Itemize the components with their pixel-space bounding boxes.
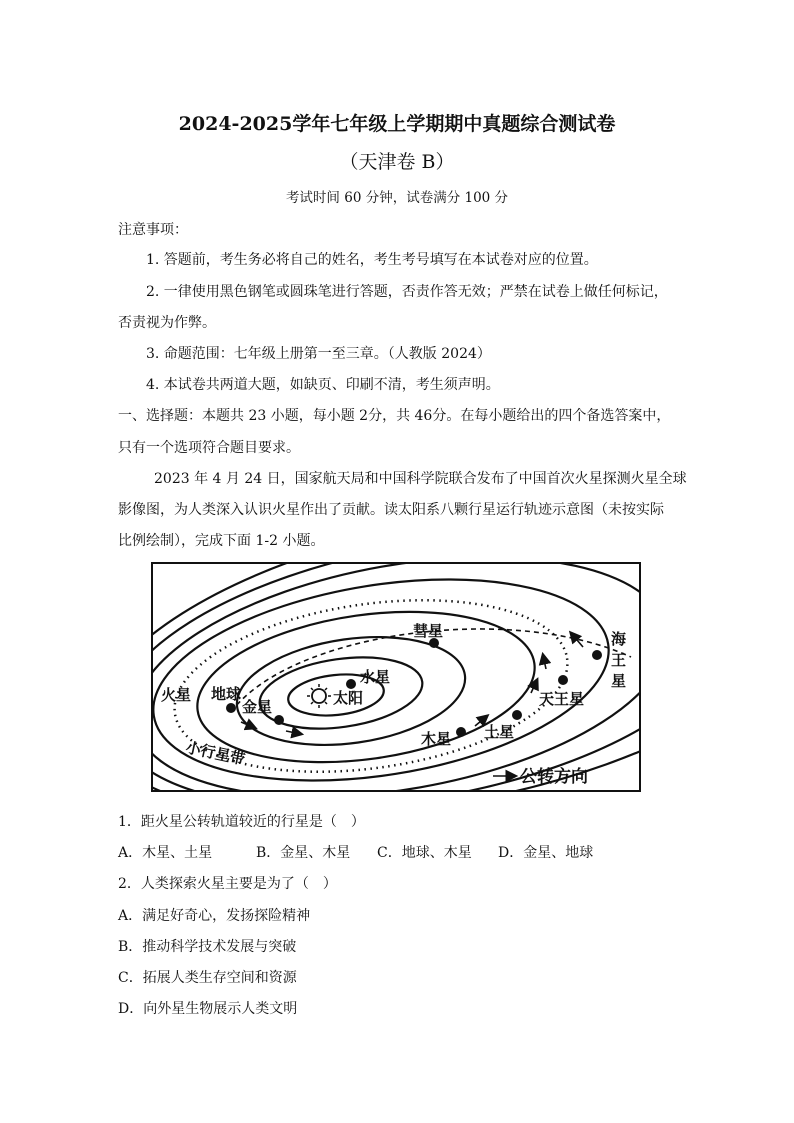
solar-system-diagram: [151, 562, 641, 792]
mercury-label: 水星: [360, 668, 391, 686]
question-1-option-d[interactable]: D．金星、地球: [498, 845, 594, 861]
note-item-1: 1. 答题前，考生务必将自己的姓名，考生考号填写在本试卷对应的位置。: [146, 252, 598, 268]
page-subtitle: （天津卷 B）: [339, 151, 455, 173]
jupiter-label: 木星: [421, 730, 452, 748]
uranus-dot: [558, 675, 568, 685]
question-1-stem: 1．距火星公转轨道较近的行星是（ ）: [118, 814, 365, 830]
saturn-label: 土星: [484, 723, 515, 741]
neptune-label-2: 王: [611, 651, 627, 669]
venus-label: 金星: [242, 698, 273, 716]
passage-line-1: 2023 年 4 月 24 日，国家航天局和中国科学院联合发布了中国首次火星探测火星全球: [154, 471, 687, 487]
section-heading-cont: 只有一个选项符合题目要求。: [118, 440, 300, 456]
passage-line-3: 比例绘制），完成下面 1-2 小题。: [118, 533, 325, 549]
mercury-dot: [346, 679, 356, 689]
neptune-label-3: 星: [611, 672, 627, 690]
comet-label: 彗星: [413, 622, 444, 640]
note-item-3: 3. 命题范围：七年级上册第一至三章。（人教版 2024）: [146, 346, 491, 362]
note-item-2: 2. 一律使用黑色钢笔或圆珠笔进行答题，否责作答无效；严禁在试卷上做任何标记，: [146, 284, 668, 300]
question-2-option-b[interactable]: B．推动科学技术发展与突破: [118, 939, 297, 955]
question-2-stem: 2．人类探索火星主要是为了（ ）: [118, 876, 337, 892]
exam-info: 考试时间 60 分钟，试卷满分 100 分: [285, 190, 509, 206]
earth-label: 地球: [211, 685, 242, 703]
mars-label: 火星: [161, 686, 192, 704]
sun-label: 太阳: [333, 689, 364, 707]
legend-label: 公转方向: [520, 767, 588, 787]
question-2-option-a[interactable]: A．满足好奇心，发扬探险精神: [118, 908, 311, 924]
question-1-option-c[interactable]: C．地球、木星: [377, 845, 472, 861]
note-item-4: 4. 本试卷共两道大题，如缺页、印刷不清，考生须声明。: [146, 377, 500, 393]
question-2-option-d[interactable]: D．向外星生物展示人类文明: [118, 1001, 298, 1017]
note-item-2-cont: 否责视为作弊。: [118, 315, 216, 331]
section-heading: 一、选择题：本题共 23 小题，每小题 2分，共 46分。在每小题给出的四个备选答案中，: [118, 408, 671, 424]
asteroid-belt-label: 小行星带: [184, 738, 247, 769]
page-title: 2024-2025学年七年级上学期期中真题综合测试卷: [178, 113, 616, 135]
notes-heading: 注意事项：: [118, 222, 188, 238]
question-2-option-c[interactable]: C．拓展人类生存空间和资源: [118, 970, 297, 986]
neptune-label-1: 海: [611, 630, 627, 648]
earth-dot: [226, 703, 236, 713]
neptune-dot: [592, 650, 602, 660]
venus-dot: [274, 715, 284, 725]
jupiter-dot: [456, 727, 466, 737]
question-1-option-b[interactable]: B．金星、木星: [256, 845, 351, 861]
uranus-label: 天王星: [539, 690, 585, 708]
saturn-dot: [512, 710, 522, 720]
passage-line-2: 影像图，为人类深入认识火星作出了贡献。读太阳系八颗行星运行轨迹示意图（未按实际: [118, 502, 664, 518]
question-1-option-a[interactable]: A．木星、土星: [118, 845, 213, 861]
